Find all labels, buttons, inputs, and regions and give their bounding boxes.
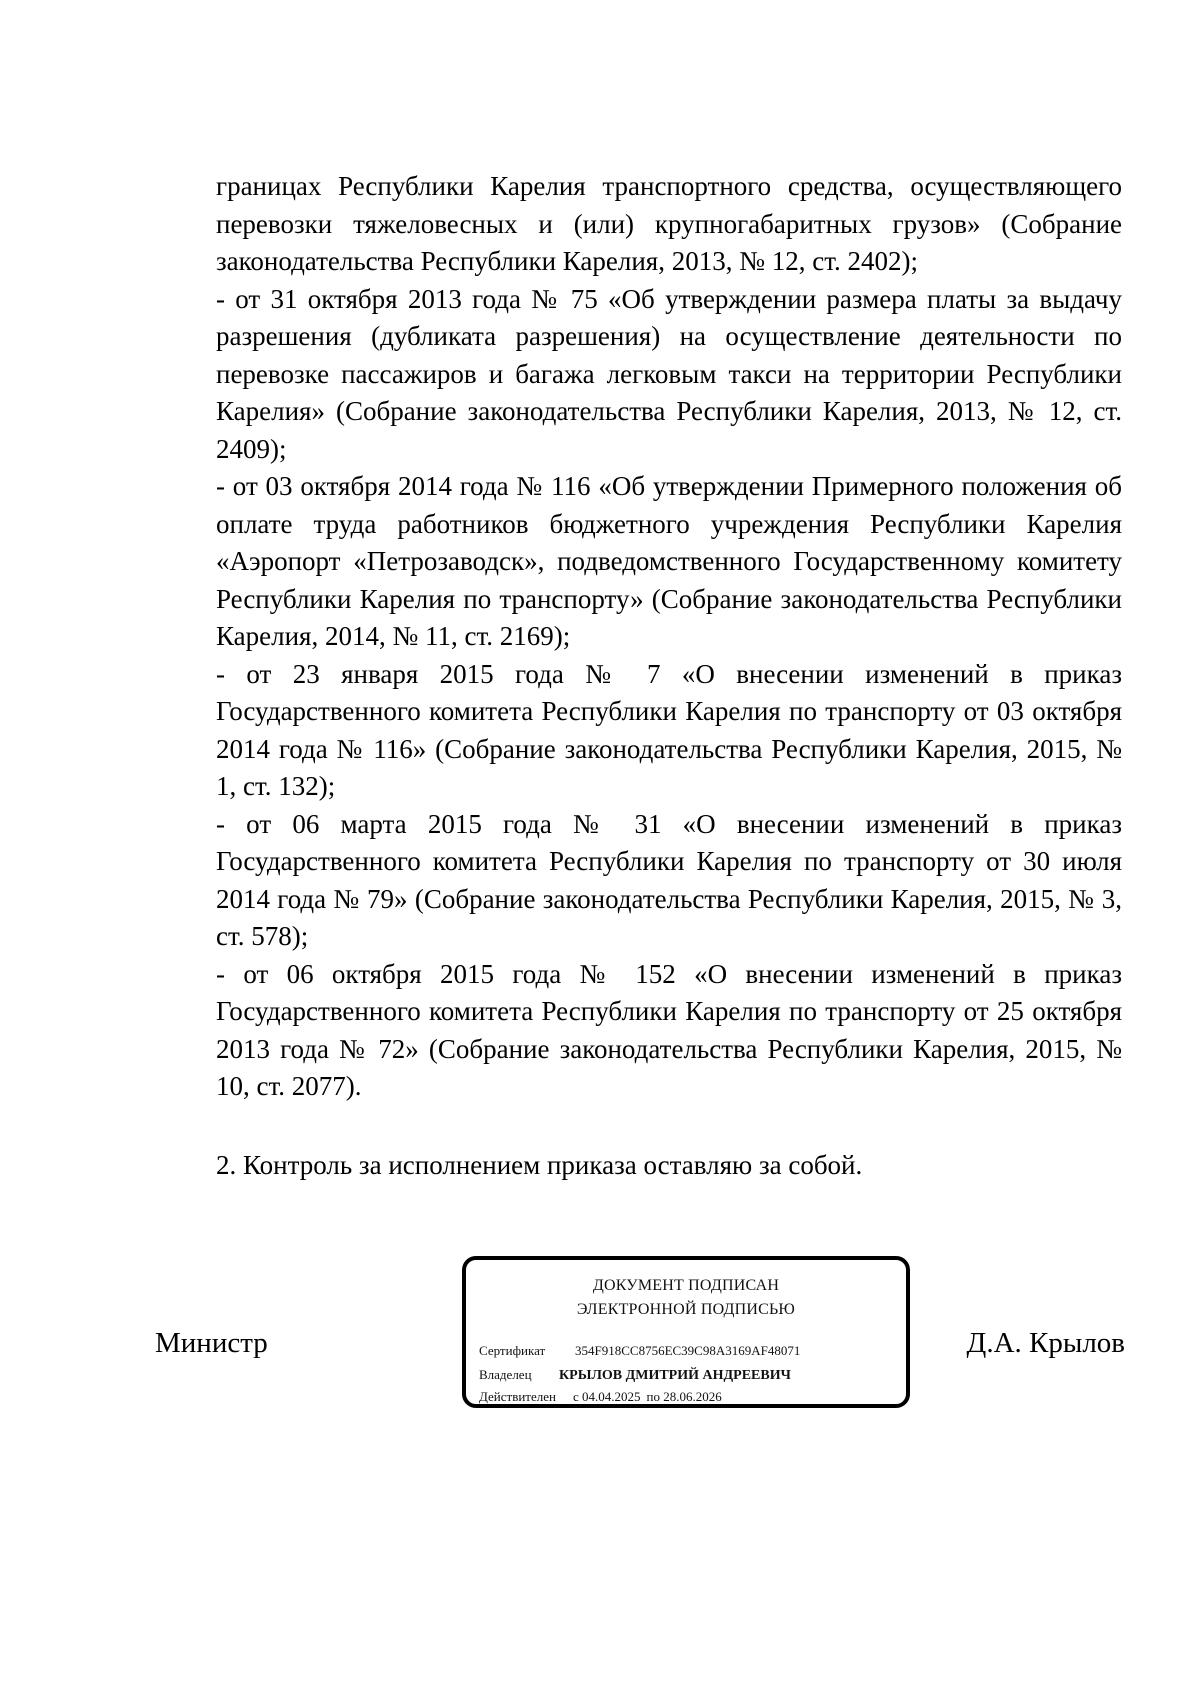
owner-label: Владелец <box>479 1367 532 1382</box>
list-item-order-116: - от 03 октября 2014 года № 116 «Об утверждении Примерного положения об оплате труда работников бюджетного учреждения Республики Карелия «Аэропорт «Петрозаводск», подведомственного Государственному комитету Республики Карелия по транспорту» (Собрание законодательства Республики Карелия, 2014, № 11, ст. 2169); <box>216 471 1122 651</box>
validity-label: Действителен <box>479 1389 556 1404</box>
control-clause: 2. Контроль за исполнением приказа оставляю за собой. <box>216 1150 863 1180</box>
document-body <box>216 168 1122 1106</box>
validity-from: с 04.04.2025 <box>573 1389 641 1404</box>
validity-to: по 28.06.2026 <box>646 1389 722 1404</box>
owner-value: КРЫЛОВ ДМИТРИЙ АНДРЕЕВИЧ <box>559 1368 791 1383</box>
stamp-title <box>466 1274 906 1322</box>
list-item-order-75: - от 31 октября 2013 года № 75 «Об утверждении размера платы за выдачу разрешения (дубликата разрешения) на осуществление деятельности по перевозке пассажиров и багажа легковым такси на территории Республики Карелия» (Собрание законодательства Республики Карелия, 2013, № 12, ст. 2409); <box>216 283 1122 464</box>
stamp-certificate-row <box>479 1342 800 1360</box>
list-item-order-7: - от 23 января 2015 года № 7 «О внесении изменений в приказ Государственного комитета Республики Карелия по транспорту от 03 октября 2014 года № 116» (Собрание законодательства Республики Карелия, 2015, № 1, ст. 132); <box>216 658 1122 801</box>
certificate-label: Сертификат <box>479 1343 546 1358</box>
stamp-title-line-2: ЭЛЕКТРОННОЙ ПОДПИСЬЮ <box>576 1301 796 1318</box>
signatory-name: Д.А. Крылов <box>966 1327 1125 1359</box>
stamp-owner-row <box>479 1366 791 1385</box>
stamp-title-line-1: ДОКУМЕНТ ПОДПИСАН <box>592 1277 780 1294</box>
certificate-value: 354F918CC8756EC39C98A3169AF48071 <box>575 1343 801 1358</box>
list-item-order-31: - от 06 марта 2015 года № 31 «О внесении изменений в приказ Государственного комитета Республики Карелия по транспорту от 30 июля 2014 года № 79» (Собрание законодательства Республики Карелия, 2015, № 3, ст. 578); <box>216 808 1122 951</box>
list-item-order-152: - от 06 октября 2015 года № 152 «О внесении изменений в приказ Государственного комитета Республики Карелия по транспорту от 25 октября 2013 года № 72» (Собрание законодательства Республики Карелия, 2015, № 10, ст. 2077). <box>216 958 1122 1101</box>
stamp-validity-row <box>479 1388 722 1406</box>
electronic-signature-stamp <box>462 1256 910 1408</box>
paragraph-continuation: границах Республики Карелия транспортного средства, осуществляющего перевозки тяжеловесных и (или) крупногабаритных грузов» (Собрание законодательства Республики Карелия, 2013, № 12, ст. 2402); <box>216 171 1122 276</box>
signatory-position: Министр <box>155 1327 268 1359</box>
